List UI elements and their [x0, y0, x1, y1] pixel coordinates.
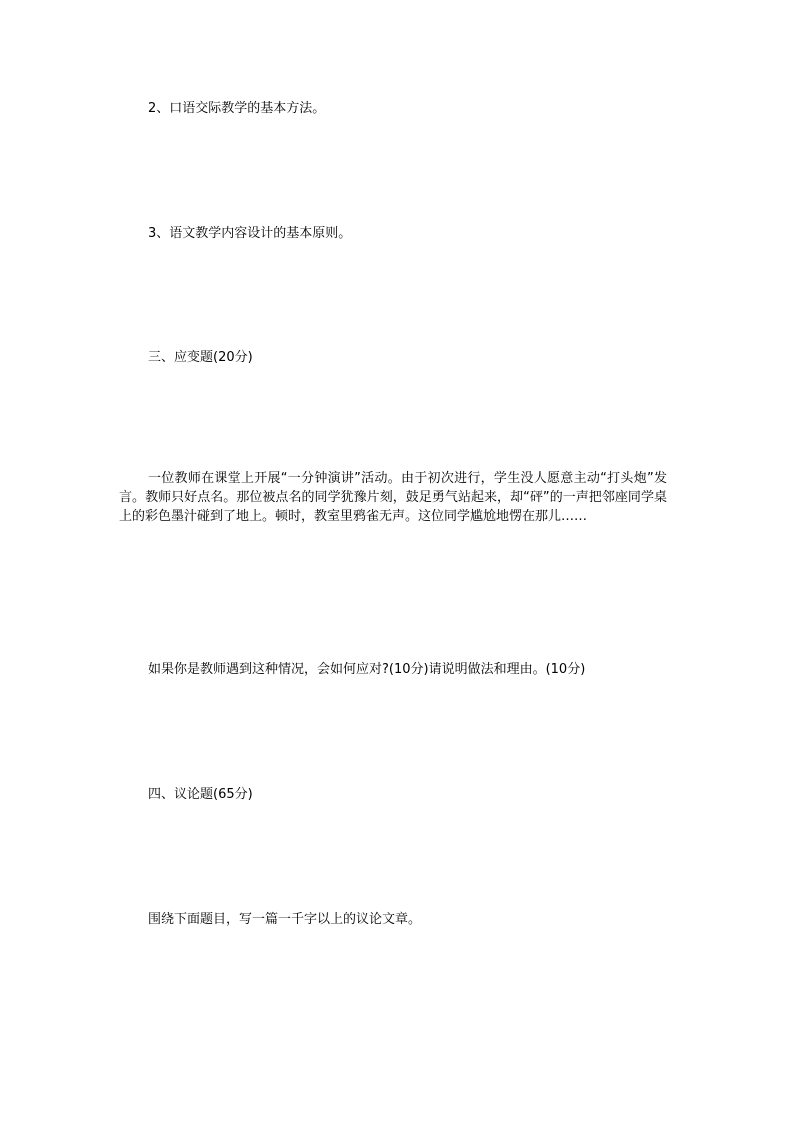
section-4-heading: 四、议论题(65分) — [148, 787, 253, 802]
question-2: 2、口语交际教学的基本方法。 — [148, 101, 326, 116]
section-3-heading: 三、应变题(20分) — [148, 350, 253, 365]
scenario-paragraph: 一位教师在课堂上开展“一分钟演讲”活动。由于初次进行，学生没人愿意主动“打头炮”发言。教师只好点名。那位被点名的同学犹豫片刻，鼓足勇气站起来，却“砰”的一声把邻座同学桌上的彩色墨汁碰到了地上。顿时，教室里鸦雀无声。这位同学尴尬地愣在那儿…… — [119, 471, 667, 524]
essay-prompt: 围绕下面题目，写一篇一千字以上的议论文章。 — [148, 912, 422, 927]
question-3: 3、语文教学内容设计的基本原则。 — [148, 226, 352, 241]
scenario-question: 如果你是教师遇到这种情况，会如何应对?(10分)请说明做法和理由。(10分) — [148, 662, 586, 677]
